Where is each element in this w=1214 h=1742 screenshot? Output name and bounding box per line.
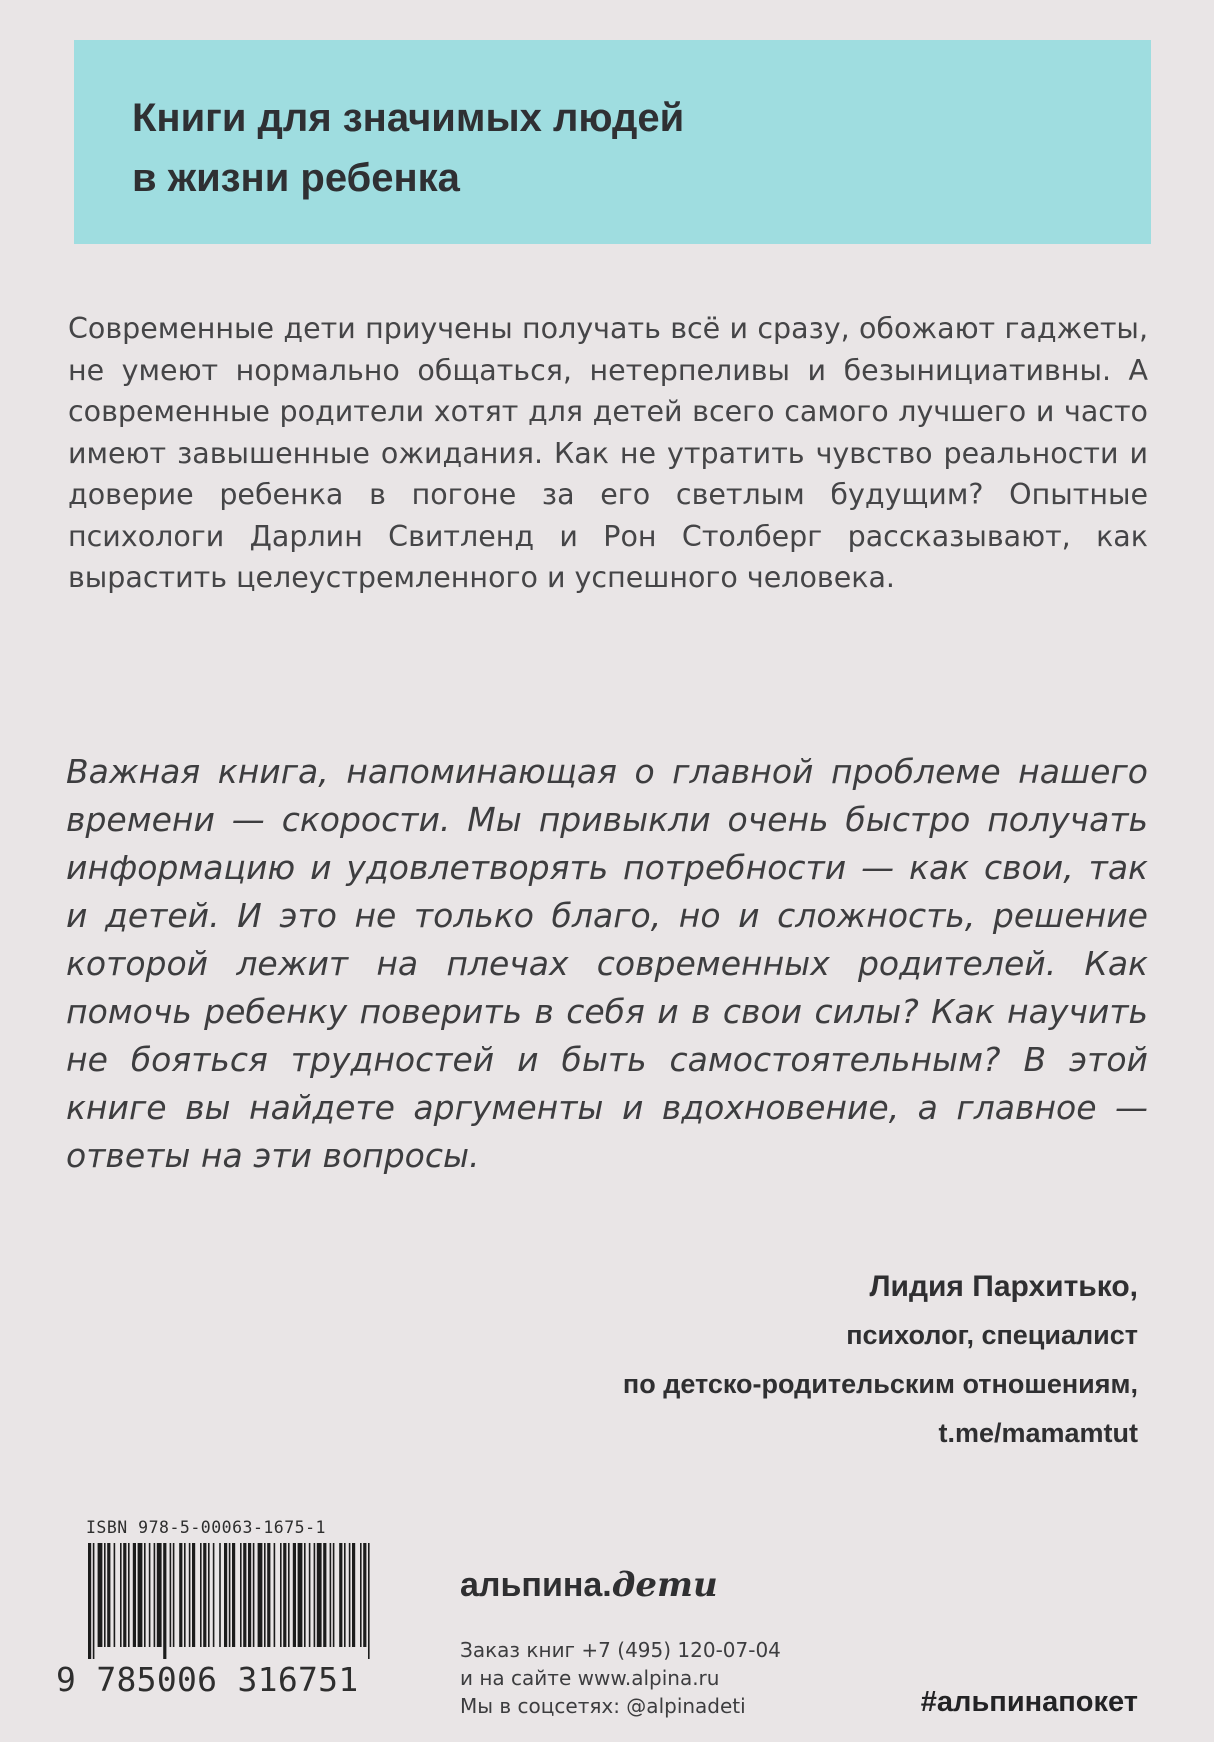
series-title bbox=[132, 88, 1032, 208]
header-banner bbox=[74, 40, 1151, 244]
book-description: Современные дети приучены получать всё и сразу, обожают гаджеты, не умеют нормально общаться, нетерпеливы и безынициативны. А современные родители хотят для детей всего самого лучшего и часто имеют завышенные ожидания. Как не утратить чувство реальности и доверие ребенка в погоне за его светлым будущим? Опытные психологи Дарлин Свитленд и Рон Столберг рассказывают, как вырастить целеустремленного и успешного человека. bbox=[68, 312, 1148, 594]
barcode-icon bbox=[86, 1543, 376, 1659]
quote-attribution bbox=[438, 1262, 1138, 1458]
barcode-digits: 9 785006 316751 bbox=[56, 1660, 359, 1699]
quote-author-link[interactable]: t.me/mamamtut bbox=[938, 1418, 1138, 1448]
publisher-contacts bbox=[460, 1636, 860, 1720]
series-title-line-1: Книги для значимых людей bbox=[132, 96, 685, 140]
order-phone: Заказ книг +7 (495) 120-07-04 bbox=[460, 1638, 781, 1662]
publisher-logo-prefix: альпина. bbox=[460, 1566, 612, 1604]
order-website[interactable]: и на сайте www.alpina.ru bbox=[460, 1666, 720, 1690]
publisher-logo-script: дети bbox=[611, 1565, 718, 1605]
isbn-label: ISBN 978-5-00063-1675-1 bbox=[86, 1518, 326, 1537]
review-quote: Важная книга, напоминающая о главной проблеме нашего времени — скорости. Мы привыкли очень быстро получать информацию и удовлетворять потребности — как свои, так и детей. И это не только благо, но и сложность, решение которой лежит на плечах современных родителей. Как помочь ребенку поверить в себя и в свои силы? Как научить не бояться трудностей и быть самостоятельным? В этой книге вы найдете аргументы и вдохновение, а главное — ответы на эти вопросы. bbox=[66, 752, 1148, 1175]
quote-author-role-line-1: психолог, специалист bbox=[846, 1320, 1138, 1350]
series-hashtag: #альпинапокет bbox=[920, 1686, 1138, 1718]
quote-author-name: Лидия Пархитько, bbox=[869, 1270, 1138, 1303]
quote-author-role-line-2: по детско-родительским отношениям, bbox=[622, 1369, 1138, 1399]
publisher-logo bbox=[460, 1565, 718, 1605]
series-title-line-2: в жизни ребенка bbox=[132, 156, 460, 200]
social-handle[interactable]: Мы в соцсетях: @alpinadeti bbox=[460, 1694, 746, 1718]
